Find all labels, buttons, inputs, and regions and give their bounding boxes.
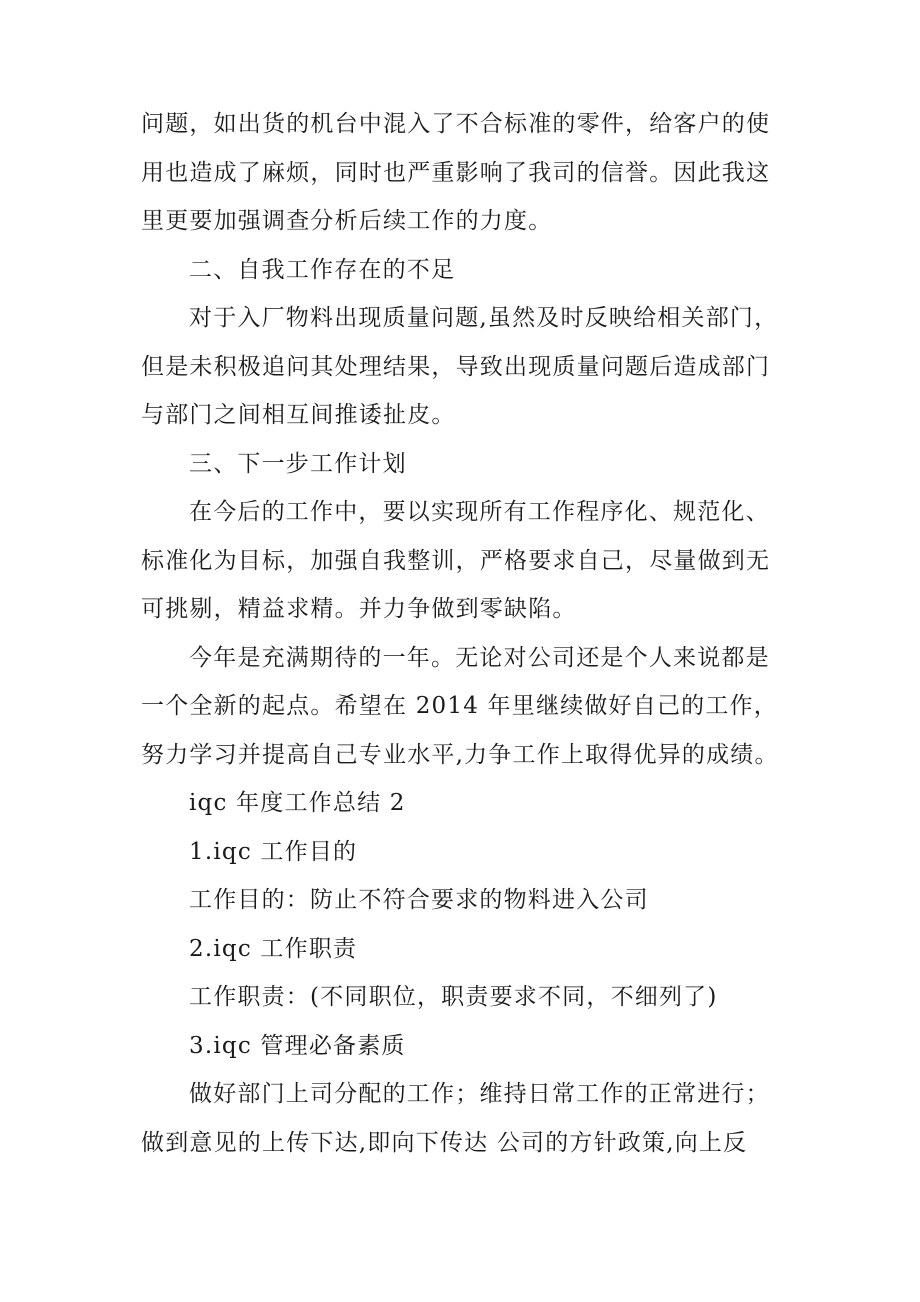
- text-line: 工作职责：(不同职位，职责要求不同，不细列了): [189, 984, 718, 1010]
- text-line: 今年是充满期待的一年。无论对公司还是个人来说都是: [189, 644, 770, 671]
- text-line: 标准化为目标，加强自我整训，严格要求自己，尽量做到无: [141, 547, 771, 574]
- text-line: 工作目的：防止不符合要求的物料进入公司: [189, 887, 649, 913]
- text-line: 做好部门上司分配的工作；维持日常工作的正常进行；: [189, 1081, 770, 1107]
- text-line: 做到意见的上传下达,即向下传达 公司的方针政策,向上反: [141, 1129, 748, 1156]
- subsection-heading-1: 1.iqc 工作目的: [189, 838, 358, 865]
- text-line: 与部门之间相互间推诿扯皮。: [141, 402, 456, 428]
- document-title-2: iqc 年度工作总结 2: [189, 790, 406, 816]
- text-line: 在今后的工作中，要以实现所有工作程序化、规范化、: [189, 499, 770, 525]
- text-line: 里更要加强调查分析后续工作的力度。: [141, 208, 553, 234]
- text-line: 努力学习并提高自己专业水平,力争工作上取得优异的成绩。: [141, 741, 779, 768]
- text-line: 但是未积极追问其处理结果，导致出现质量问题后造成部门: [141, 353, 771, 380]
- subsection-heading-2: 2.iqc 工作职责: [189, 935, 358, 962]
- text-line: 用也造成了麻烦，同时也严重影响了我司的信誉。因此我这: [141, 159, 771, 186]
- subsection-heading-3: 3.iqc 管理必备素质: [189, 1032, 406, 1059]
- text-line: 一个全新的起点。希望在 2014 年里继续做好自己的工作，: [141, 693, 778, 719]
- section-heading-2: 二、自我工作存在的不足: [189, 256, 456, 283]
- text-line: 问题，如出货的机台中混入了不合标准的零件，给客户的使: [141, 111, 771, 137]
- document-body: [141, 100, 786, 1167]
- text-line: 可挑剔，精益求精。并力争做到零缺陷。: [141, 596, 577, 622]
- section-heading-3: 三、下一步工作计划: [189, 450, 407, 477]
- text-line: 对于入厂物料出现质量问题,虽然及时反映给相关部门，: [189, 305, 779, 331]
